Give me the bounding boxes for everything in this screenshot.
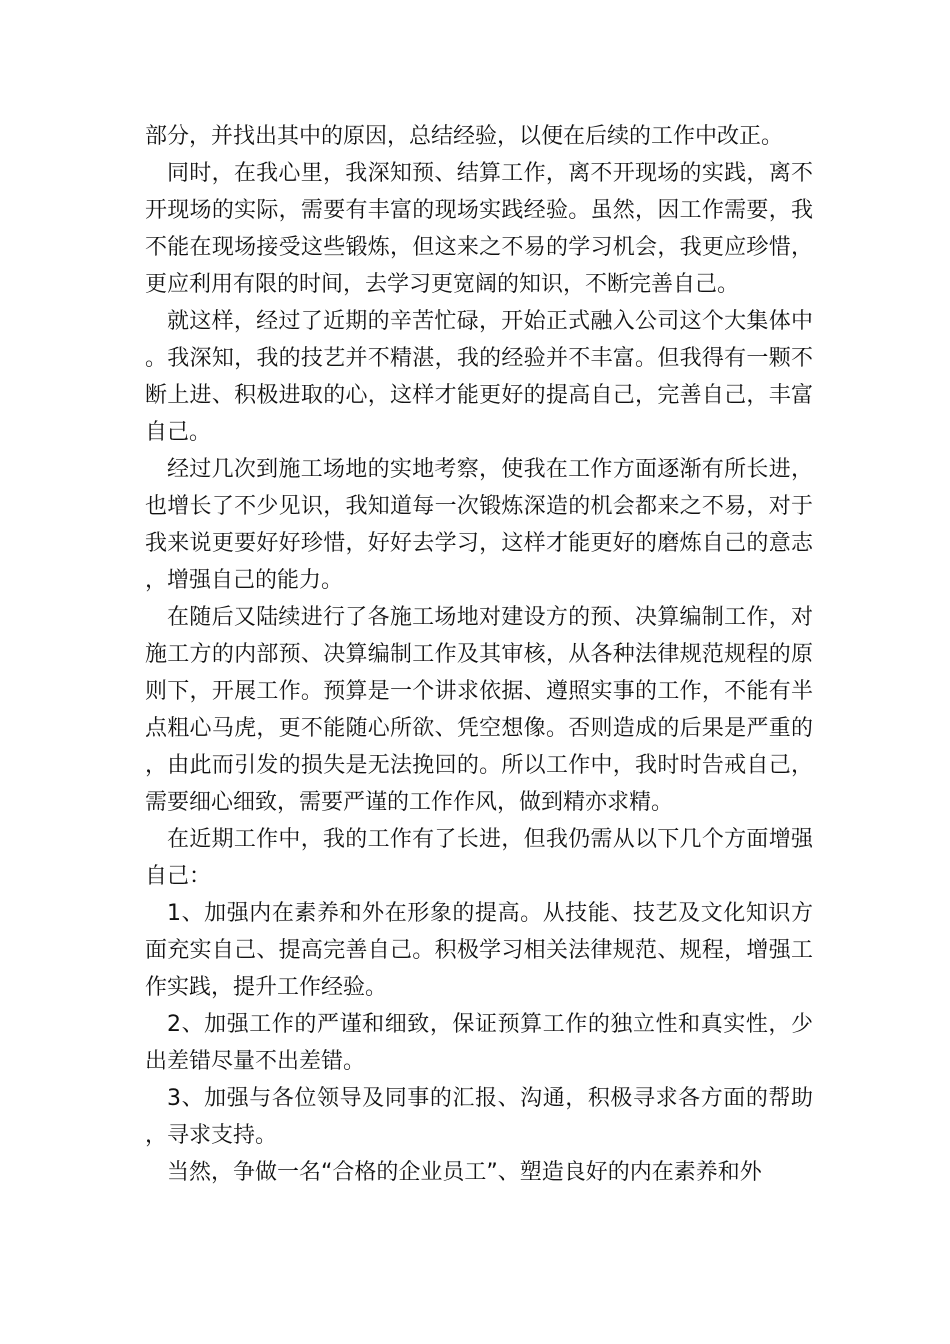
paragraph: 在随后又陆续进行了各施工场地对建设方的预、决算编制工作，对施工方的内部预、决算编制工作及其审核，从各种法律规范规程的原则下，开展工作。预算是一个讲求依据、遵照实事的工作，不能有半点粗心马虎，更不能随心所欲、凭空想像。否则造成的后果是严重的，由此而引发的损失是无法挽回的。所以工作中，我时时告戒自己，需要细心细致，需要严谨的工作作风，做到精亦求精。 bbox=[145, 605, 813, 815]
document-body bbox=[145, 118, 813, 1191]
paragraph: 在近期工作中，我的工作有了长进，但我仍需从以下几个方面增强自己： bbox=[145, 827, 813, 889]
list-item: 1、加强内在素养和外在形象的提高。从技能、技艺及文化知识方面充实自己、提高完善自己。积极学习相关法律规范、规程，增强工作实践，提升工作经验。 bbox=[145, 901, 813, 1000]
paragraph: 就这样，经过了近期的辛苦忙碌，开始正式融入公司这个大集体中。我深知，我的技艺并不精湛，我的经验并不丰富。但我得有一颗不断上进、积极进取的心，这样才能更好的提高自己，完善自己，丰富自己。 bbox=[145, 309, 813, 445]
paragraph: 经过几次到施工场地的实地考察，使我在工作方面逐渐有所长进，也增长了不少见识，我知道每一次锻炼深造的机会都来之不易，对于我来说更要好好珍惜，好好去学习，这样才能更好的磨炼自己的意志，增强自己的能力。 bbox=[145, 457, 813, 593]
list-item: 2、加强工作的严谨和细致，保证预算工作的独立性和真实性，少出差错尽量不出差错。 bbox=[145, 1012, 813, 1074]
paragraph-continuation: 部分，并找出其中的原因，总结经验，以便在后续的工作中改正。 bbox=[145, 124, 784, 149]
paragraph: 同时，在我心里，我深知预、结算工作，离不开现场的实践，离不开现场的实际，需要有丰富的现场实践经验。虽然，因工作需要，我不能在现场接受这些锻炼，但这来之不易的学习机会，我更应珍惜，更应利用有限的时间，去学习更宽阔的知识，不断完善自己。 bbox=[145, 161, 813, 297]
list-item: 3、加强与各位领导及同事的汇报、沟通，积极寻求各方面的帮助，寻求支持。 bbox=[145, 1086, 813, 1148]
paragraph: 当然，争做一名“合格的企业员工”、塑造良好的内在素养和外 bbox=[167, 1160, 762, 1185]
